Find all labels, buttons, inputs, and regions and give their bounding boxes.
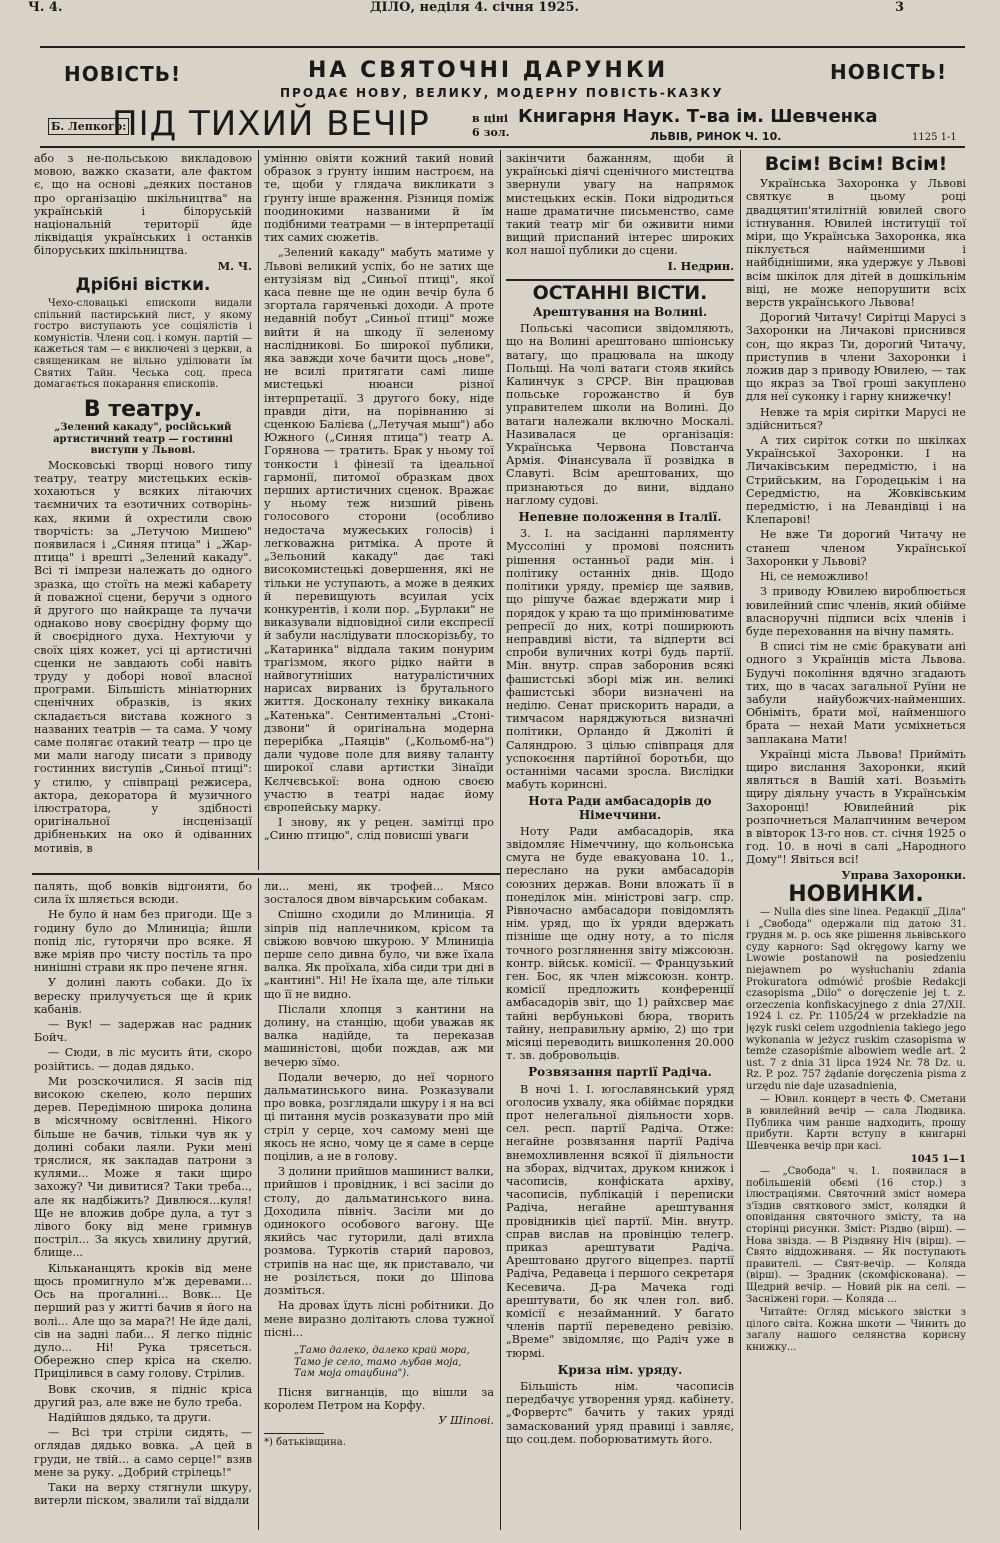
paragraph: На дровах їдуть лісні робітники. До мене виразно долітають слова тужної пісні...	[264, 1299, 494, 1339]
theatre-text: Московські творці нового типу театру, театру мистецьких есків-хохаються у всяких літаючих таємничих та езотичних сотворінь-ках, якими й охрестили свою творчість: за „Летучою Мишею" появилася і „Синяя птица" і „Жар-птица" і врешті „Зелений какаду". Всі ті імпрези належать до одного зразка, що стоїть на межі кабарету й поважної сцени, беручи з одного й другого що найкраще та лучачи однаково нову своєрідну форму що й своєрідного духа. Нехтуючи у своїх ціях кожет, усі ці артистичні сценки не завдають собі навіть труду у доборі нової власної програми. Більшість мініатюрних сценічних образків, із яких складається вистава кожного з названих театрів — та сама. У чому саме полягає отакий театр — про це ми мали нагоду писати з приводу гостинних виступів „Синьої птиці": у стилю, у співпраці режисера, актора, декоратора й музичного ілюстратора, у здібності оригінальної інсценізації дрібненьких на око й одіванних мотивів, в	[34, 458, 252, 855]
footnote: *) батьківщина.	[264, 1437, 346, 1449]
masthead-title: ДІЛО, неділя 4. січня 1925.	[370, 0, 580, 15]
concert-code: 1045 1—1	[910, 1154, 966, 1166]
signature: У Шіпові.	[438, 1414, 494, 1428]
paragraph: закінчити бажанням, щоби й українські діячі сценічного мистецтва звернули увагу на напрямок мистецьких есків. Поки відродиться наше драматичне письменство, саме такий театр міг би оживити ними вищий приспаний інтерес широких кол нашої публики до сцени.	[506, 152, 734, 258]
ad-book-title: ПІД ТИХИЙ ВЕЧІР	[112, 104, 430, 144]
ad-subline: ПРОДАЄ НОВУ, ВЕЛИКУ, МОДЕРНУ ПОВІСТЬ-КАЗКУ	[280, 86, 724, 100]
column-2	[264, 152, 494, 868]
poem-line: „Тамо далеко, далеко край мора,	[294, 1344, 470, 1356]
paragraph: Післали хлопця з кантини на долину, на станцію, щоби уважав як валка надійде, та переказав машиністові, щоби пождав, аж ми вечерю зїмо.	[264, 1002, 494, 1069]
paragraph: А тих сиріток сотки по шкілках Української Захоронки. І на Личаківським передмістю, і на Стрийським, на Городецькім і на Середмістю, на Жовківським передмістю, і на Левандівці і на Клепарові!	[746, 434, 966, 527]
column-rule	[740, 150, 741, 1530]
column-rule	[258, 150, 259, 870]
ad-address: ЛЬВІВ, РИНОК Ч. 10.	[650, 130, 782, 143]
last-news-title: ОСТАННІ ВІСТИ.	[532, 281, 708, 304]
masthead	[0, 0, 940, 20]
paragraph: Спішно сходили до Млиниціа. Я зіпрів під наплечником, крісом та свіжою вовчою шкурою. У Млиниціа перше село дивна було, чи вже їхала валка. Як проїхала, хіба сиди три дні в „кантині". Ні! Не їхала ще, але тільки що її не видно.	[264, 908, 494, 1001]
poem-line: Там моја отаџбина").	[294, 1368, 410, 1380]
paragraph: — Nulla dies sine linea. Редакції „Діла" і „Свобода" одержали під датою 31. грудня м. р. ось яке рішення львівського суду карного: Sąd okręgowy karny we Lwowie postanowił na posiedzeniu niejawnem po wysłuchaniu zdania Prokuratora odmówić prośbie Redakcji czasopisma „Dilo" o doręczenie jej t. z. orzeczenia konfiskacyjnego z dnia 27/XII. 1924 l. cz. Pr. 1105/24 w przekładzie na język ruski celem uzgodnienia takiego jego wykonania w jeżycz ruskim czasopisma w temże czasopiśmie albowiem wedle art. 2 ust. 7 z dnia 31 lipca 1924 Nr. 78 Dz. u. Rz. P. poz. 757 żądanie doręczenia pisma z urzędu nie daje uzasadnienia,	[746, 906, 966, 1092]
paragraph: Читайте: Огляд міського звістки з цілого світа. Кожна шкоти — Чинить до загалу нашого селянства корисну книжку...	[746, 1307, 966, 1353]
paragraph: Не було й нам без пригоди. Ще з годину було до Млиниціа; йшли попід ліс, гуторячи про всяке. Я вже мріяв про чисту постіль та про нинішні страви як про печене ягня.	[34, 908, 252, 975]
column-4	[746, 152, 966, 1528]
news-title: Дрібні вістки.	[75, 274, 211, 295]
ad-price-label: в ціні	[472, 112, 509, 125]
paragraph: ли... мені, як трофей... Мясо зосталося двом вівчарським собакам.	[264, 880, 494, 907]
paragraph: У долині лають собаки. До їх вереску прилучується ще й крик кабанів.	[34, 976, 252, 1016]
intro-signature: М. Ч.	[217, 258, 252, 273]
ad-novist-right: НОВІСТЬ!	[830, 60, 948, 84]
paragraph: І знову, як у рецен. замітці про „Синю птицю", слід повисші уваги	[264, 816, 494, 843]
paragraph: — Вук! — задержав нас радник Бойч.	[34, 1018, 252, 1045]
news-text: Чехо-словацькі єпископи видали спільний пастирський лист, у якому гостро виступають усе соціялістів і комуністів. Члени соц. і комун. партій — кажеться там — є виключені з церкви, а священикам не вільно уділювати їм Святих Тайн. Чеська соц. преса домагається покарання єпископів.	[34, 298, 252, 391]
ad-code: 1125 1-1	[912, 132, 957, 143]
masthead-rule	[40, 46, 965, 48]
bottom-column-2	[264, 880, 494, 1528]
paragraph: умінню овіяти кожний такий новий образок з ґрунту іншим настроєм, на те, щоби у глядача викликати з ґрунту інше враження. Різниця поміж поодинокими названими й їм подібними театрами — в інтерпретації тих самих сюжетів.	[264, 152, 494, 245]
paragraph: Польські часописи звідомляють, що на Волині арештовано шпіонську ватагу, що працювала на шкоду Польщі. На чолі ватаги стояв якийсь Калинчук з СРСР. Він працював польське горожанство й був управителем школи на Волині. До ватаги належали включно Москалі. Називалася це організація: Українська Червона Повстанча Армія. Фінансувала її розвідка в Славуті. Всім арештованих, що признаються до вини, віддано наглому судові.	[506, 322, 734, 507]
section-heading: Арештування на Волині.	[532, 305, 708, 320]
paragraph: — „Свобода" ч. 1. появилася в побільшеній обємі (16 стор.) з ілюстраціями. Святочний зміст номера з'їздив святкового зміст, колядки й оповідання святочного змісту, та на сторінці рисунки. Зміст: Різдво (вірш). — Нова звізда. — В Різдвяну Ніч (вірш). — Свято віддоживаня. — Як поступають правителі. — Свят-вечір. — Коляда (вірш). — Зрадник (скомфіскована). — Щедрий вечір. — Новий рік на селі. — Засніжені гори. — Коляда ...	[746, 1166, 966, 1305]
paragraph: — Сюди, в ліс мусить йти, скоро розійтись. — додав дядько.	[34, 1046, 252, 1073]
paragraph: — Всі три стріли сидять, — оглядав дядько вовка. „А цей в груди, не твій... а само серце!" взяв мене за руку. „Добрий стрілець!"	[34, 1426, 252, 1479]
paragraph: Дорогий Читачу! Сирітці Марусі з Захоронки на Личакові приснився сон, що якраз Ти, дорогий Читачу, приступив в члени Захоронки і ложив дар з приводу Ювилею, — так що якраз за Твої гроші закуплено для неї суконку і гарну книжечку!	[746, 311, 966, 404]
paragraph: Українська Захоронка у Львові святкує в цьому році двадцятип'ятилітній ювилей свого істнування. Ювилей інституції тої міри, що Українська Захоронка, яка піклується найменшими і найбіднішими, яка удержує у Львові всім шкілок для дітей в дошкільнім віці, не може непорушити всіх верств українського Львова!	[746, 177, 966, 310]
signature: Управа Захоронки.	[841, 867, 966, 882]
page-number-left: Ч. 4.	[28, 0, 63, 15]
poem	[294, 1345, 494, 1380]
paragraph: 3. І. на засіданні парляменту Муссоліні у промові пояснить рішення останньої ради мін. і політику останніх днів. Щодо політики уряду, премієр ще заявив, що рішуче бажає вдержати мир і порядок у краю та що примінюватиме репресії до них, котрі поширюють неправдиві вісти, та відперти всі спроби вуличних котрі будь партії. Мін. внутр. справ заборонив всякі фашистські зборі між ин. великі фашистські збори визначені на неділю. Сенат прискорить наради, а тимчасом наряджуються визначні політики, Орландо й Джоліті й Саляндрою. З цілью співпраця для успокоєння партійної боротьби, що останніми часами зросла. Вислідки мабуть коринсні.	[506, 527, 734, 792]
novynky-title: НОВИНКИ.	[788, 881, 924, 907]
section-heading: Непевне положення в Італії.	[518, 510, 722, 525]
paragraph: В ночі 1. І. югославянський уряд оголосив ухвалу, яка обіймає порядки прот нелегальної діяльности хорв. сел. респ. партії Радіча. Отже: негайне розвязання партії Радіча внемохливлення всякої її діяльности на зборах, відчитах, друком книжок і часописів, конфіската архіву, часописів, публікацій і переписки Радіча, негайне арештування провідників цієї партії. Мін. внутр. справ вислав на провінцію телегр. приказ арештувати Радіча. Арештовано другого віцепрез. партії Радіча, Редавеца і першого секретаря Кесевича. Д-ра Мачека годі арештувати, бо як член гол. виб. комісії є незайманний. У багато членів партії переведено ревізію. „Време" звідомляє, що Радіч уже в тюрмі.	[506, 1082, 734, 1360]
ad-price: 6 зол.	[472, 126, 510, 139]
paragraph: Ні, се неможливо!	[760, 570, 869, 584]
paragraph: Кількананцять кроків від мене щось промигнуло м'ж деревами... Ось на прогалині... Вовк... Це перший раз у житті бачив я його на волі... Але що за мара?! Не йде далі, сів на задні лаби... Я легко підніс дуло... Ні! Рука трясеться. Обережно спер кріса на скелю. Прицілився в саму голову. Стрілив.	[34, 1261, 252, 1381]
paragraph: Не вже Ти дорогий Читачу не станеш членом Української Захоронки у Львові?	[746, 528, 966, 568]
paragraph: — Ювил. концерт в честь Ф. Сметани в ювилейний вечір — сала Людвика. Публика чим ранше надходить, прошу прибути. Карти вступу в книгарні Шевченка вечір при касі.	[746, 1094, 966, 1152]
paragraph: З приводу Ювилею вироблюється ювилейний спис членів, який обійме власноручні підписи всіх членів і буде переховання на вічну память.	[746, 585, 966, 638]
column-3	[506, 152, 734, 1528]
paragraph: Ноту Ради амбасадорів, яка звідомляє Німеччину, що кольонська смуга не буде евакуована 10. 1., переслано на руки амбасадорів союзних держав. Вони вложать її в понеділок мін. міністрові загр. спр. Рівночасно амбасадори повідомлять нім. уряд, що їх уряди вдержать пізніше ще одну ноту, а то після точного розглянення звіту міжсоюзн. контр. військ. комісії. — Французький ген. Бос, як член міжсоюзн. контр. комісії предложить конференції амбасадорів звіт, що 1) райхсвер має тайні вербунькові бюра, творить тайну, неправильну армію, 2) що три місяці переводить вишколення 20.000 т. зв. добровольців.	[506, 824, 734, 1063]
paragraph: Українці міста Львова! Прийміть щиро вислання Захоронки, який являться в Вашій хаті. Возьміть щиру діяльну участь в Українськім Захоронці! Ювилейний рік розпочнеться Малапчиним вечером в вівторок 13-го нов. ст. січня 1925 о год. 10. в ночі в салі „Народного Дому"! Явіться всі!	[746, 747, 966, 867]
signature: І. Недрин.	[667, 258, 734, 273]
paragraph: З долини прийшов машинист валки, прийшов і провідник, і всі засіли до столу, до дальматинського вина. Доходила північ. Засіли ми до одинокого особового вагону. Ще якийсь час гуторили, далі втихла розмова. Туркотів старий паровоз, стрипів на нас ще, як приставало, чи не розілється, поки до Шіпова дозміться.	[264, 1165, 494, 1298]
poem-line: Тамо је село, тамо љубав моја,	[294, 1356, 462, 1368]
intro-text: або з не-польською викладовою мовою, важко сказати, але фактом є, що на основі „деяких постанов про організацію шкільництва" на українській і білоруській національній території йде ліквідація українських і останків білоруських шкільництва.	[34, 152, 252, 258]
paragraph: Невже та мрія сирітки Марусі не здійсниться?	[746, 405, 966, 432]
section-heading: Криза нім. уряду.	[557, 1362, 683, 1377]
paragraph: палять, щоб вовків відгоняти, бо сила їх шляється всюди.	[34, 880, 252, 907]
paragraph: Ми розскочилися. Я засів під високою скелею, коло перших дерев. Передімною широка долина в місячному освітленні. Нікого більше не бачив, тільки чув як у долині собаки лаяли. Руки мені тряслися, як закладав патрони з кулями... Може я таки щиро захожу? Чи дивитися? Таки треба.., але як надбіжить? Дивлюся...куля! Ще не вложив добре дула, а тут з лівого боку від мене гримнув постріл... За якусь хвилину другий, блище...	[34, 1074, 252, 1260]
appeal-title: Всім! Всім! Всім!	[764, 153, 948, 175]
paragraph: Подали вечерю, до неї чорного дальматинського вина. Розказували про вовка, розглядали шкуру і я на всі ці питання мусів розказувати про мій стріл у серце, хоч самому мені ще якось не ясно, чому це я саме в серце поцілив, а не в голову.	[264, 1070, 494, 1164]
column-rule	[258, 878, 259, 1530]
ad-novist-left: НОВІСТЬ!	[64, 62, 182, 86]
ad-headline: НА СВЯТОЧНІ ДАРУНКИ	[308, 58, 669, 83]
paragraph: Надійшов дядько, та други.	[48, 1410, 212, 1424]
paragraph: „Зелений какаду" мабуть матиме у Львові великий успіх, бо не затих ще ентузіязм від „Синьої птиці", якої каса певне ще не один вечір була б згортала гаряченькі доходи. А проте недавній побут „Синьої птиці" може вийти й на шкоду її зеленому наслідникові. Бо широкої публики, яка завжди хоче бачити щось „нове", не всилі притягати самі лише мистецькі нюанси різної інтерпретації. З другого боку, ніде правди діти, на порівнанню зі сценкою Балієва („Летучая мыш") або Южного („Синяя птица") театр А. Горянова — тратить. Брак у ньому тої тонкости і фінезії та ідеальної гармонії, питомої образкам двох перших артистичних сценок. Вражає у ньому теж низший рівень голосового сторони (особливо недостача мужеських голосів) і легковажна ритміка. А проте й „Зельоний какаду" дає такі високомистецькі довершення, які не тільки не уступають, а може в деяких й перевищують всуилая усіх конкурентів, і коли пор. „Бурлаки" не виказували відповідної сили експресії й забули наслідувати плоскорізьбу, то „Катаринка" віддала таким понурим трагізмом, якого рідко найти в найвогутніших натуралістичних нарисах вирваних із брутального життя. Досконалу техніку викакала „Катенька". Сентиментальні „Стоні-дзвони" й оригінальна модерна перерібка „Паяців" („Кольомб-на") дали чудове поле для вияву таланту широкої слави артистки Зінаїди Кєлчєвської: вона одною своєю участю в театрі надає йому європейську марку.	[264, 246, 494, 814]
paragraph: Пісня вигнанців, що вішли за королем Петром на Корфу.	[264, 1385, 494, 1412]
paragraph: Більшість нім. часописів передбачує утворення уряд. кабінету. „Форвертс" бачить у таких уряді замаскований уряд правиці і завляє, що соц.дем. поборюватимуть його.	[506, 1380, 734, 1446]
section-heading: Розвязання партії Радіча.	[528, 1065, 712, 1080]
column-1	[34, 152, 252, 868]
ad-rule	[40, 146, 965, 148]
paragraph: Вовк скочив, я підніс кріса другий раз, але вже не було треба.	[34, 1382, 252, 1409]
theatre-title: В театру.	[83, 396, 203, 422]
paragraph: Таки на верху стягнули шкуру, витерли піском, звалили таї віддали	[34, 1480, 252, 1508]
page-number-right: 3	[895, 0, 905, 15]
section-heading: Нота Ради амбасадорів до Німеччини.	[528, 794, 712, 822]
section-rule	[32, 873, 500, 875]
column-rule	[500, 150, 501, 1530]
ad-author: Б. Лепкого:	[48, 118, 129, 135]
ad-seller: Книгарня Наук. Т-ва ім. Шевченка	[518, 106, 878, 127]
bottom-column-1	[34, 880, 252, 1528]
theatre-subtitle: „Зелений какаду", російський артистичний театр — гостинні виступи у Львові.	[53, 421, 233, 457]
paragraph: В списі тім не сміє бракувати ані одного з Українців міста Львова. Будучі покоління вдячно згадають тих, що в часах загальної Руїни не забули найубожчих-найменших. Обніміть, брати мої, найменшого брата — нехай Мати усміхнеться заплакана Мати!	[746, 640, 966, 746]
advertisement	[40, 52, 965, 144]
